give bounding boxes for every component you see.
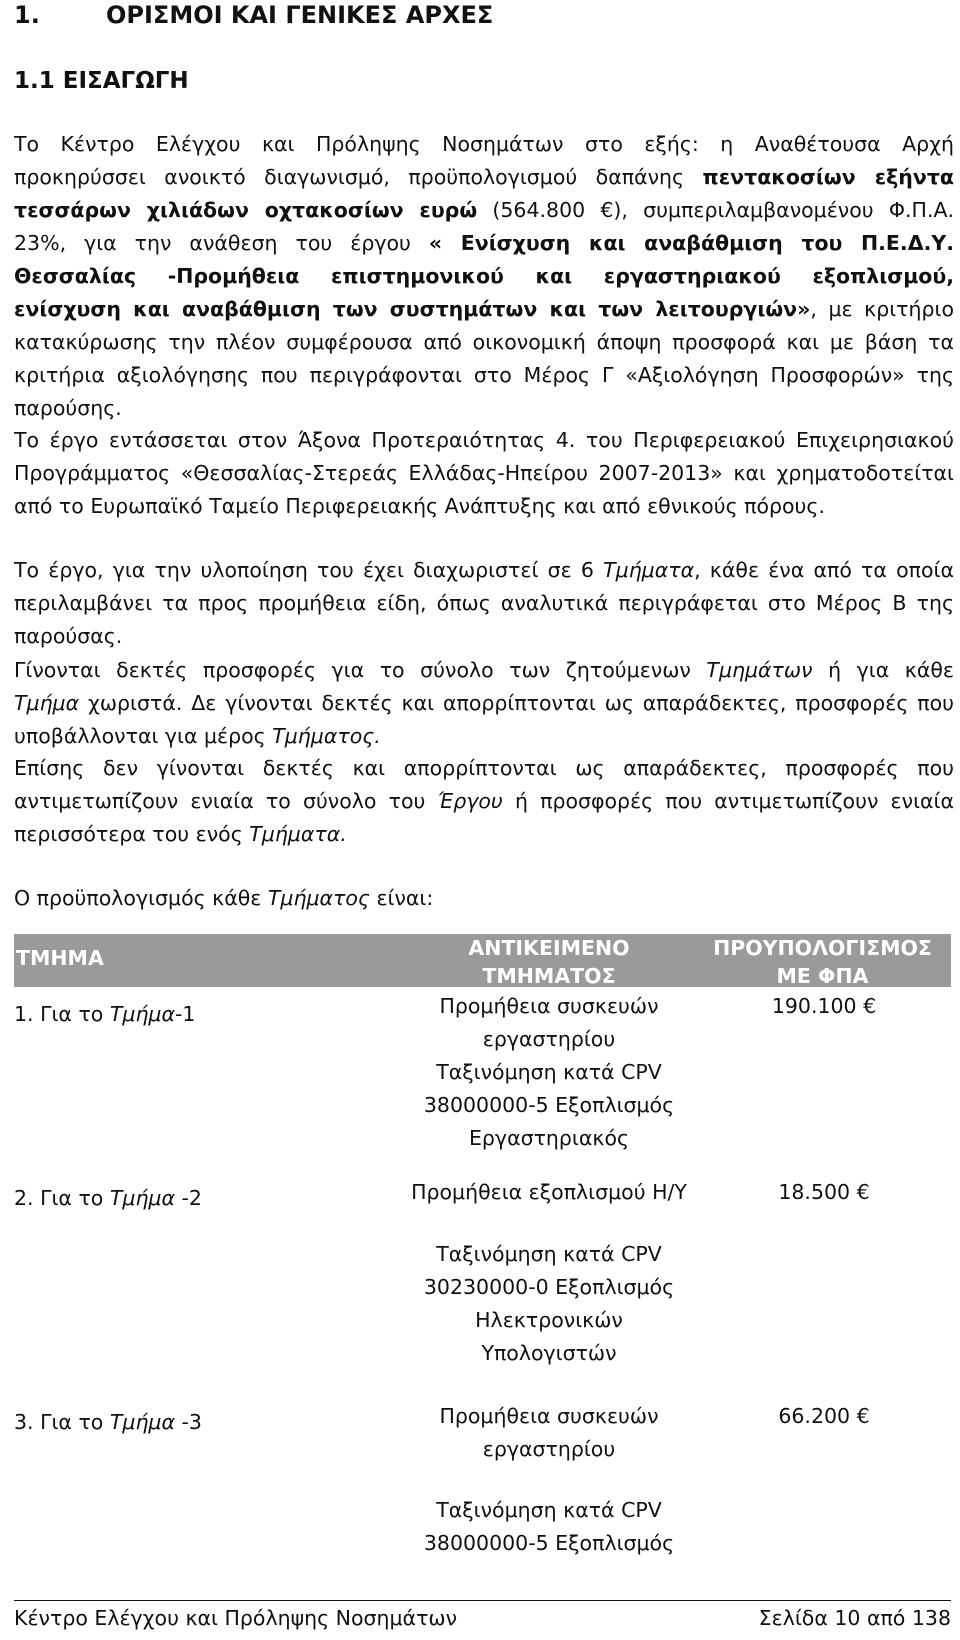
- budget-intro: Ο προϋπολογισμός κάθε Τμήματος είναι:: [14, 886, 434, 910]
- table-row-description: Προμήθεια συσκευών εργαστηρίου: [439, 1404, 659, 1461]
- document-page: [14, 0, 954, 1640]
- text-line: παρούσας.: [14, 624, 123, 648]
- footer-organization: Κέντρο Ελέγχου και Πρόληψης Νοσημάτων: [14, 1606, 458, 1630]
- paragraph-offers: [14, 654, 954, 753]
- header-part: ΤΜΗΜΑ: [16, 946, 104, 970]
- table-row-part: 1. Για το Τμήμα-1: [14, 1002, 196, 1026]
- text-line: 23%, για την ανάθεση του έργου « Ενίσχυση και αναβάθμιση του Π.Ε.Δ.Υ.: [14, 231, 955, 255]
- text-line: κατακύρωσης την πλέον συμφέρουσα από οικονομική άποψη προσφορά και με βάση τα: [14, 330, 954, 354]
- text-line: Θεσσαλίας -Προμήθεια επιστημονικού και εργαστηριακού εξοπλισμού,: [14, 264, 954, 288]
- text-line: αντιμετωπίζουν ενιαία το σύνολο του Έργου ή προσφορές που αντιμετωπίζουν ενιαία: [14, 789, 954, 813]
- table-row-part: 2. Για το Τμήμα -2: [14, 1186, 202, 1210]
- text-line: από το Ευρωπαϊκό Ταμείο Περιφερειακής Ανάπτυξης και από εθνικούς πόρους.: [14, 494, 825, 518]
- text-line: Τμήμα χωριστά. Δε γίνονται δεκτές και απορρίπτονται ως απαράδεκτες, προσφορές που: [14, 691, 954, 715]
- table-row-amount: 190.100 €: [771, 994, 877, 1018]
- table-row-amount: 66.200 €: [778, 1404, 870, 1428]
- text-line: Επίσης δεν γίνονται δεκτές και απορρίπτονται ως απαράδεκτες, προσφορές που: [14, 756, 954, 780]
- table-row-cpv: Ταξινόμηση κατά CPV 30230000-0 Εξοπλισμός Ηλεκτρονικών Υπολογιστών: [423, 1242, 675, 1365]
- text-line: υποβάλλονται για μέρος Τμήματος.: [14, 724, 381, 748]
- page-footer: [14, 1600, 951, 1630]
- paragraph-intro: [14, 128, 954, 425]
- text-line: προκηρύσσει ανοικτό διαγωνισμό, προϋπολογισμού δαπάνης πεντακοσίων εξήντα: [14, 165, 954, 189]
- section-title: ΟΡΙΣΜΟΙ ΚΑΙ ΓΕΝΙΚΕΣ ΑΡΧΕΣ: [106, 1, 494, 29]
- text-line: Το έργο, για την υλοποίηση του έχει διαχωριστεί σε 6 Τμήματα, κάθε ένα από τα οποία: [14, 558, 954, 582]
- text-line: Το Κέντρο Ελέγχου και Πρόληψης Νοσημάτων στο εξής: η Αναθέτουσα Αρχή: [14, 132, 954, 156]
- text-line: Προγράμματος «Θεσσαλίας-Στερεάς Ελλάδας-Ηπείρου 2007-2013» και χρηματοδοτείται: [14, 461, 954, 485]
- text-line: περισσότερα του ενός Τμήματα.: [14, 822, 347, 846]
- table-row-cpv: Ταξινόμηση κατά CPV 38000000-5 Εξοπλισμός: [423, 1498, 675, 1555]
- text-line: κριτήρια αξιολόγησης που περιγράφονται στο Μέρος Γ «Αξιολόγηση Προσφορών» της: [14, 363, 954, 387]
- table-row-amount: 18.500 €: [778, 1180, 870, 1204]
- text-line: Γίνονται δεκτές προσφορές για το σύνολο των ζητούμενων Τμημάτων ή για κάθε: [14, 658, 954, 682]
- table-row-part: 3. Για το Τμήμα -3: [14, 1410, 202, 1434]
- table-row-description: Προμήθεια συσκευών εργαστηρίου Ταξινόμηση κατά CPV 38000000-5 Εξοπλισμός Εργαστηριακός: [423, 994, 675, 1150]
- table-row-description: Προμήθεια εξοπλισμού Η/Υ: [411, 1180, 687, 1204]
- section-number: 1.: [14, 1, 40, 29]
- subsection-heading: 1.1 ΕΙΣΑΓΩΓΗ: [14, 68, 189, 94]
- text-line: περιλαμβάνει τα προς προμήθεια είδη, όπως αναλυτικά περιγράφεται στο Μέρος Β της: [14, 591, 954, 615]
- paragraph-parts: [14, 554, 954, 653]
- footer-page-number: Σελίδα 10 από 138: [758, 1606, 951, 1630]
- text-line: Το έργο εντάσσεται στον Άξονα Προτεραιότητας 4. του Περιφερειακού Επιχειρησιακού: [14, 428, 954, 452]
- text-line: ενίσχυση και αναβάθμιση των συστημάτων και των λειτουργιών», με κριτήριο: [14, 297, 954, 321]
- header-subject: ΑΝΤΙΚΕΙΜΕΝΟ ΤΜΗΜΑΤΟΣ: [468, 936, 630, 988]
- text-line: παρούσης.: [14, 396, 122, 420]
- text-line: τεσσάρων χιλιάδων οχτακοσίων ευρώ (564.800 €), συμπεριλαμβανομένου Φ.Π.Α.: [14, 198, 954, 222]
- paragraph-funding: [14, 424, 954, 523]
- section-heading: [14, 0, 493, 30]
- table-header: [14, 934, 951, 987]
- header-budget: ΠΡΟΥΠΟΛΟΓΙΣΜΟΣ ΜΕ ΦΠΑ: [713, 936, 932, 988]
- paragraph-rejection: [14, 752, 954, 851]
